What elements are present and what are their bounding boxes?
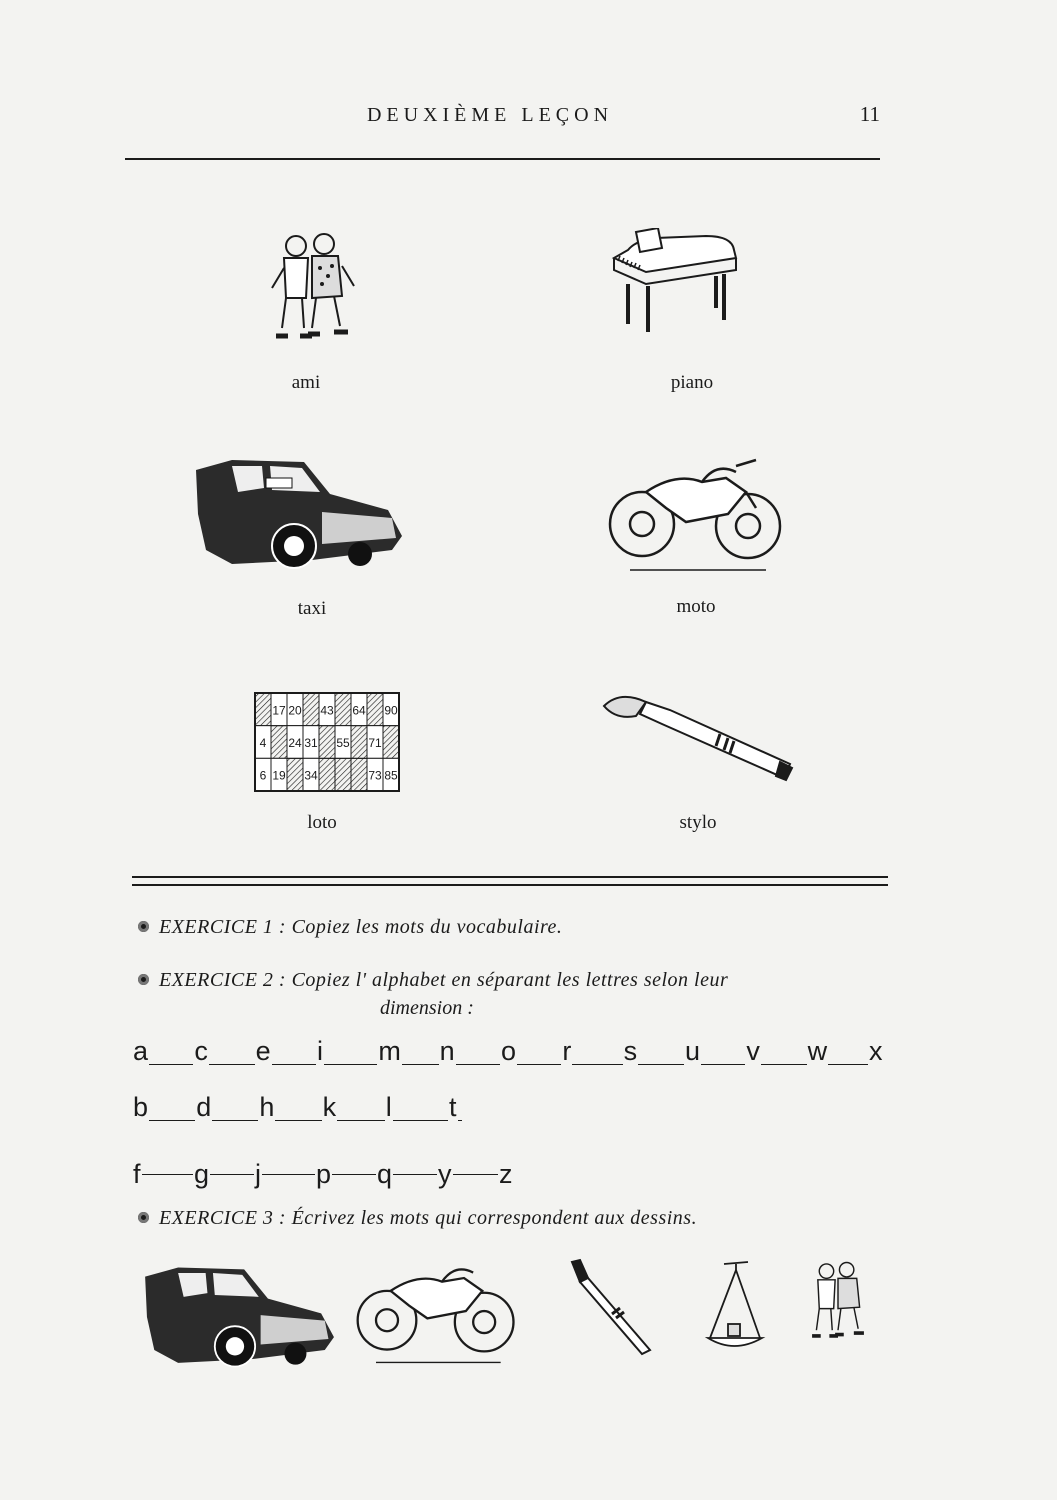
page-number: 11: [859, 102, 880, 126]
vocab-word-stylo: stylo: [679, 812, 717, 833]
loto-cell: [335, 693, 351, 726]
section-rule-bottom: [132, 884, 888, 886]
friends-icon: [262, 228, 362, 358]
loto-number: 73: [368, 768, 382, 783]
loto-cell: [351, 758, 367, 791]
header-rule: [125, 158, 880, 160]
exercise-1-text: Copiez les mots du vocabulaire.: [291, 916, 563, 938]
taxi-icon: [192, 454, 407, 574]
exercise-2-text-cont: dimension :: [380, 997, 474, 1019]
alphabet-letter-k: k: [322, 1092, 337, 1122]
exercise-3: [138, 1207, 697, 1230]
loto-number: 31: [304, 736, 318, 750]
exercise-2-label: EXERCICE 2 :: [159, 969, 287, 991]
bullet-icon: [138, 1212, 149, 1223]
loto-number: 19: [272, 768, 286, 783]
exercise-3-text: Écrivez les mots qui correspondent aux dessins.: [291, 1207, 698, 1229]
loto-number: 71: [368, 736, 382, 750]
loto-cell: [335, 758, 351, 791]
alphabet-letter-j: j: [255, 1159, 261, 1189]
alphabet-letter-t: t: [449, 1092, 457, 1122]
loto-number: 90: [384, 703, 398, 718]
bullet-icon: [138, 921, 149, 932]
alphabet-letter-c: c: [194, 1036, 208, 1066]
alphabet-letter-h: h: [259, 1092, 275, 1122]
bullet-icon: [138, 974, 149, 985]
vocab-word-loto: loto: [307, 812, 337, 833]
exercise-3-label: EXERCICE 3 :: [159, 1207, 287, 1229]
loto-cell: [319, 726, 335, 759]
alphabet-letter-x: x: [869, 1036, 883, 1066]
loto-cell: [351, 726, 367, 759]
alphabet-letter-s: s: [623, 1036, 638, 1066]
lesson-title: DEUXIÈME LEÇON: [366, 104, 614, 126]
loto-cell: [287, 758, 303, 791]
alphabet-letter-f: f: [133, 1159, 141, 1189]
loto-card-icon: [254, 692, 400, 792]
loto-number: 6: [259, 768, 267, 783]
loto-number: 55: [336, 736, 350, 750]
alphabet-letter-d: d: [196, 1092, 212, 1122]
motorcycle-icon: [606, 452, 786, 577]
alphabet-letter-v: v: [746, 1036, 760, 1066]
loto-number: 43: [320, 703, 334, 718]
alphabet-row-tall: [133, 1080, 462, 1122]
pen-drawing-icon: [566, 1258, 656, 1358]
alphabet-row-short: [133, 1034, 884, 1066]
fountain-pen-icon: [600, 684, 800, 784]
loto-cell: [255, 693, 271, 726]
alphabet-letter-w: w: [807, 1036, 828, 1066]
alphabet-letter-q: q: [377, 1159, 393, 1189]
vocab-word-moto: moto: [676, 596, 716, 617]
section-rule-top: [132, 876, 888, 878]
motorcycle-drawing-icon: [354, 1254, 519, 1369]
alphabet-letter-z: z: [499, 1159, 513, 1189]
loto-number: 64: [352, 703, 366, 718]
alphabet-letter-r: r: [562, 1036, 572, 1066]
alphabet-letter-o: o: [501, 1036, 517, 1066]
loto-cell: [271, 726, 287, 759]
exercise-2: [138, 969, 728, 992]
alphabet-letter-n: n: [439, 1036, 455, 1066]
loto-cell: [303, 693, 319, 726]
alphabet-row-descending: [133, 1134, 513, 1189]
alphabet-letter-l: l: [385, 1092, 392, 1122]
vocab-word-taxi: taxi: [297, 598, 327, 619]
loto-number: 17: [272, 703, 286, 718]
piano-icon: [606, 228, 746, 338]
alphabet-letter-a: a: [133, 1036, 149, 1066]
friends-drawing-icon: [802, 1256, 874, 1354]
loto-number: 85: [384, 768, 398, 783]
loto-number: 24: [288, 736, 302, 750]
alphabet-letter-m: m: [378, 1036, 401, 1066]
loto-number: 34: [304, 768, 318, 783]
alphabet-letter-p: p: [316, 1159, 332, 1189]
alphabet-letter-g: g: [194, 1159, 210, 1189]
vocab-word-ami: ami: [291, 372, 321, 393]
vocab-word-piano: piano: [670, 372, 714, 393]
loto-number: 20: [288, 703, 302, 718]
loto-cell: [319, 758, 335, 791]
alphabet-letter-e: e: [255, 1036, 271, 1066]
alphabet-letter-i: i: [317, 1036, 323, 1066]
exercise-1-label: EXERCICE 1 :: [159, 916, 287, 938]
loto-cell: [367, 693, 383, 726]
loto-cell: [383, 726, 399, 759]
scale-drawing-icon: [700, 1258, 770, 1358]
loto-number: 4: [259, 736, 267, 750]
alphabet-letter-u: u: [685, 1036, 701, 1066]
alphabet-letter-y: y: [438, 1159, 452, 1189]
alphabet-letter-b: b: [133, 1092, 149, 1122]
exercise-2-text: Copiez l' alphabet en séparant les lettres selon leur: [291, 969, 729, 991]
exercise-1: [138, 916, 562, 939]
taxi-drawing-icon: [140, 1262, 340, 1372]
